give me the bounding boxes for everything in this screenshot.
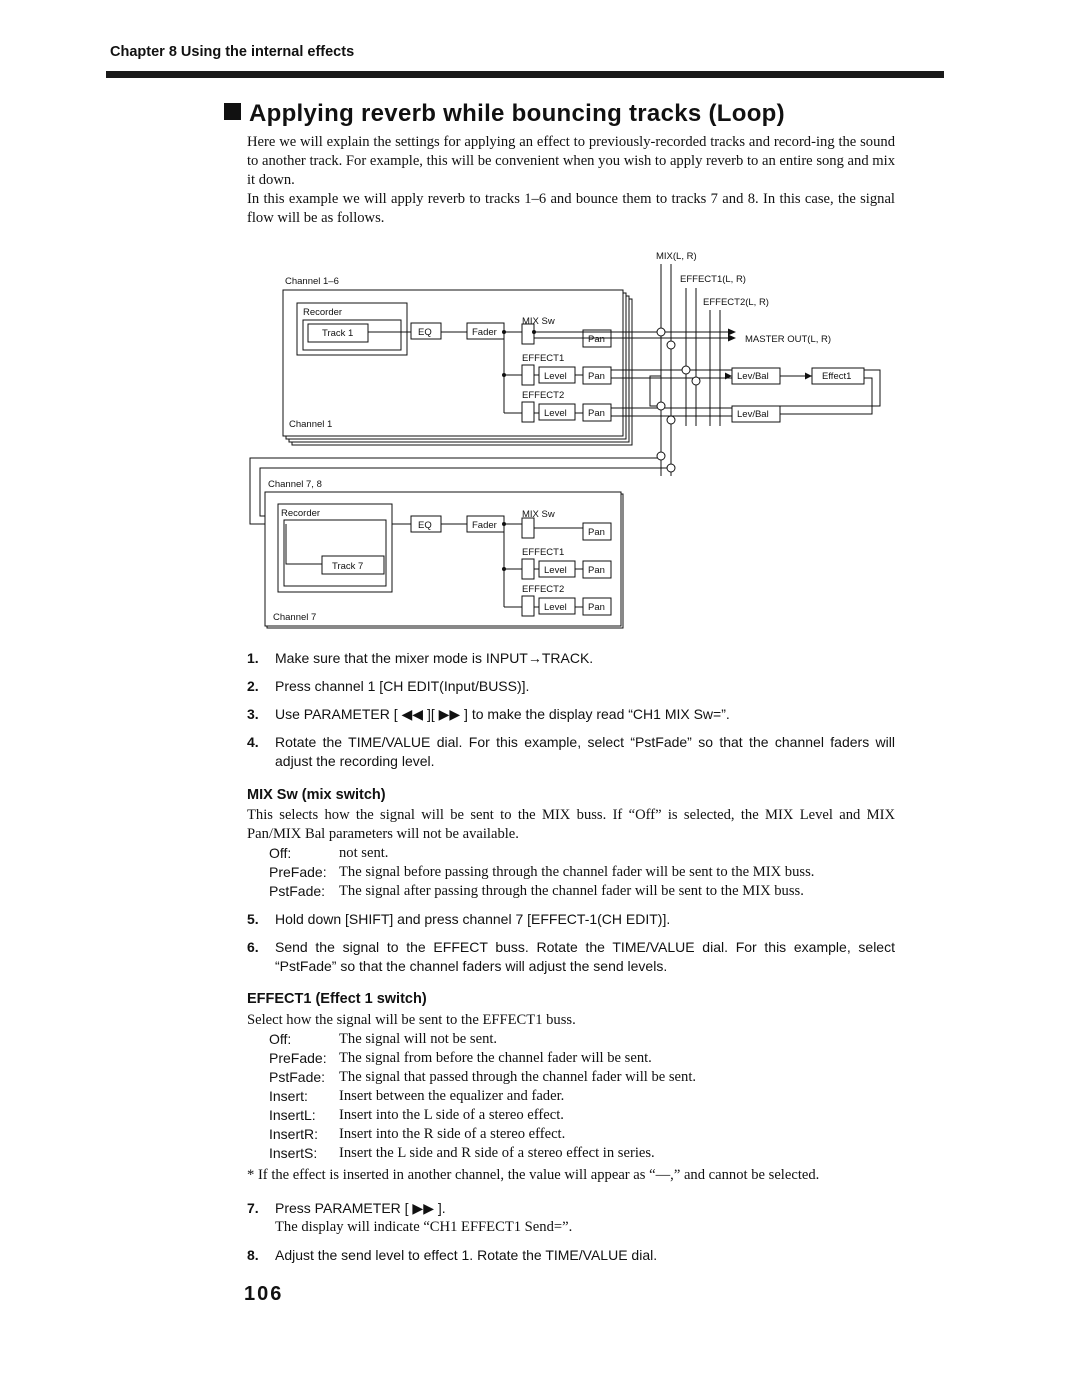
mix-sw-label-bottom: MIX Sw <box>522 509 555 520</box>
option-value: The signal will not be sent. <box>339 1031 498 1047</box>
option-key: PstFade: <box>269 883 326 899</box>
step-3 <box>247 705 895 724</box>
intro-paragraph-1: Here we will explain the settings for applying an effect to previously-recorded tracks and record-ing the sound to another track. For example, this will be convenient when you wish to apply reverb to an entire song and mix it down. <box>247 134 895 188</box>
option-key: Off: <box>269 1031 292 1047</box>
eq-label-bottom: EQ <box>418 520 432 531</box>
effect1-option <box>269 1106 895 1125</box>
pan-label-top-e2: Pan <box>588 408 605 419</box>
step-number: 4. <box>247 734 259 750</box>
footnote: * If the effect is inserted in another channel, the value will appear as “—,” and cannot be selected. <box>247 1167 820 1183</box>
effect1-option <box>269 1030 895 1049</box>
recorder-label-top: Recorder <box>303 307 343 318</box>
bus-label-mix: MIX(L, R) <box>656 251 697 262</box>
step-text: Use PARAMETER [ ◀◀ ][ ▶▶ ] to make the display read “CH1 MIX Sw=”. <box>275 706 730 722</box>
header-rule <box>106 71 944 78</box>
step-text: Make sure that the mixer mode is INPUT→TRACK. <box>275 650 594 666</box>
option-key: Off: <box>269 845 292 861</box>
step-7 <box>247 1199 895 1237</box>
option-value: The signal that passed through the channel fader will be sent. <box>339 1069 697 1085</box>
eq-label-top: EQ <box>418 327 432 338</box>
group-bottom-channels-label: Channel 7, 8 <box>268 479 322 490</box>
option-value: not sent. <box>339 845 389 861</box>
mix-sw-option <box>269 863 895 882</box>
effect1-label-bottom: EFFECT1 <box>522 547 565 558</box>
pan-label-top-e1: Pan <box>588 371 605 382</box>
step-text: Press PARAMETER [ ▶▶ ]. <box>275 1200 446 1216</box>
recorder-label-bottom: Recorder <box>281 508 321 519</box>
section-title <box>224 100 785 128</box>
effect2-label-top: EFFECT2 <box>522 390 565 401</box>
option-key: InsertR: <box>269 1126 319 1142</box>
section-title-text: Applying reverb while bouncing tracks (Loop) <box>249 100 785 127</box>
effect1-option <box>269 1068 895 1087</box>
step-text: Send the signal to the EFFECT buss. Rotate the TIME/VALUE dial. For this example, select “PstFade” so that the channel faders will adjust the send levels. <box>275 939 895 974</box>
step-2 <box>247 677 895 696</box>
effect1-option <box>269 1087 895 1106</box>
option-key: PstFade: <box>269 1069 326 1085</box>
step-5 <box>247 910 895 929</box>
mix-sw-description: This selects how the signal will be sent to the MIX buss. If “Off” is selected, the MIX Level and MIX Pan/MIX Bal parameters will not be available. <box>247 807 895 842</box>
step-6 <box>247 938 895 976</box>
effect1-option <box>269 1049 895 1068</box>
step-number: 3. <box>247 706 259 722</box>
group-top-channels-label: Channel 1–6 <box>285 276 339 287</box>
option-key: InsertL: <box>269 1107 316 1123</box>
page-number: 106 <box>244 1283 284 1305</box>
group-bottom-name-label: Channel 7 <box>273 612 317 623</box>
option-key: InsertS: <box>269 1145 318 1161</box>
pan-label-bottom-mix: Pan <box>588 527 605 538</box>
option-key: PreFade: <box>269 1050 327 1066</box>
track-1-label: Track 1 <box>322 328 354 339</box>
mix-sw-heading: MIX Sw (mix switch) <box>247 787 386 803</box>
lev-bal-label-1: Lev/Bal <box>737 371 769 382</box>
step-number: 1. <box>247 650 259 666</box>
step-number: 8. <box>247 1247 259 1263</box>
option-value: Insert the L side and R side of a stereo effect in series. <box>339 1145 655 1161</box>
level-label-top-e2: Level <box>544 408 567 419</box>
group-top-name-label: Channel 1 <box>289 419 333 430</box>
option-value: Insert into the R side of a stereo effect. <box>339 1126 566 1142</box>
step-text: Rotate the TIME/VALUE dial. For this example, select “PstFade” so that the channel faders will adjust the recording level. <box>275 734 895 769</box>
option-value: The signal from before the channel fader will be sent. <box>339 1050 652 1066</box>
option-key: Insert: <box>269 1088 308 1104</box>
square-bullet-icon <box>224 103 241 120</box>
lev-bal-label-2: Lev/Bal <box>737 409 769 420</box>
intro-paragraph-2: In this example we will apply reverb to tracks 1–6 and bounce them to tracks 7 and 8. In this case, the signal flow will be as follows. <box>247 191 895 226</box>
step-1 <box>247 649 895 668</box>
step-4 <box>247 733 895 771</box>
step-number: 7. <box>247 1200 259 1216</box>
effect1-option <box>269 1125 895 1144</box>
step-number: 6. <box>247 939 259 955</box>
chapter-heading: Chapter 8 Using the internal effects <box>110 44 355 60</box>
mix-sw-option <box>269 882 895 901</box>
step-text: Hold down [SHIFT] and press channel 7 [EFFECT-1(CH EDIT)]. <box>275 911 671 927</box>
step-8 <box>247 1246 895 1265</box>
level-label-bottom-e2: Level <box>544 602 567 613</box>
level-label-top-e1: Level <box>544 371 567 382</box>
step-number: 2. <box>247 678 259 694</box>
signal-flow-diagram <box>240 246 900 636</box>
option-value: Insert into the L side of a stereo effect. <box>339 1107 564 1123</box>
step-sub-text: The display will indicate “CH1 EFFECT1 Send=”. <box>275 1219 573 1235</box>
bus-label-master-out: MASTER OUT(L, R) <box>745 334 832 345</box>
effect1-label-top: EFFECT1 <box>522 353 565 364</box>
step-number: 5. <box>247 911 259 927</box>
bus-label-effect1: EFFECT1(L, R) <box>680 274 746 285</box>
effect1-heading: EFFECT1 (Effect 1 switch) <box>247 991 427 1007</box>
track-7-label: Track 7 <box>332 561 364 572</box>
effect2-label-bottom: EFFECT2 <box>522 584 565 595</box>
mix-sw-option <box>269 844 895 863</box>
step-text: Press channel 1 [CH EDIT(Input/BUSS)]. <box>275 678 530 694</box>
mix-sw-label-top: MIX Sw <box>522 316 555 327</box>
pan-label-bottom-e2: Pan <box>588 602 605 613</box>
option-value: The signal before passing through the channel fader will be sent to the MIX buss. <box>339 864 815 880</box>
pan-label-bottom-e1: Pan <box>588 565 605 576</box>
fader-label-bottom: Fader <box>472 520 497 531</box>
effect1-option <box>269 1144 895 1163</box>
option-value: Insert between the equalizer and fader. <box>339 1088 565 1104</box>
bus-label-effect2: EFFECT2(L, R) <box>703 297 769 308</box>
option-key: PreFade: <box>269 864 327 880</box>
pan-label-top-mix: Pan <box>588 334 605 345</box>
option-value: The signal after passing through the channel fader will be sent to the MIX buss. <box>339 883 804 899</box>
level-label-bottom-e1: Level <box>544 565 567 576</box>
effect1-description: Select how the signal will be sent to the EFFECT1 buss. <box>247 1012 576 1028</box>
fader-label-top: Fader <box>472 327 497 338</box>
step-text: Adjust the send level to effect 1. Rotate the TIME/VALUE dial. <box>275 1247 658 1263</box>
effect1-unit-label: Effect1 <box>822 371 852 382</box>
